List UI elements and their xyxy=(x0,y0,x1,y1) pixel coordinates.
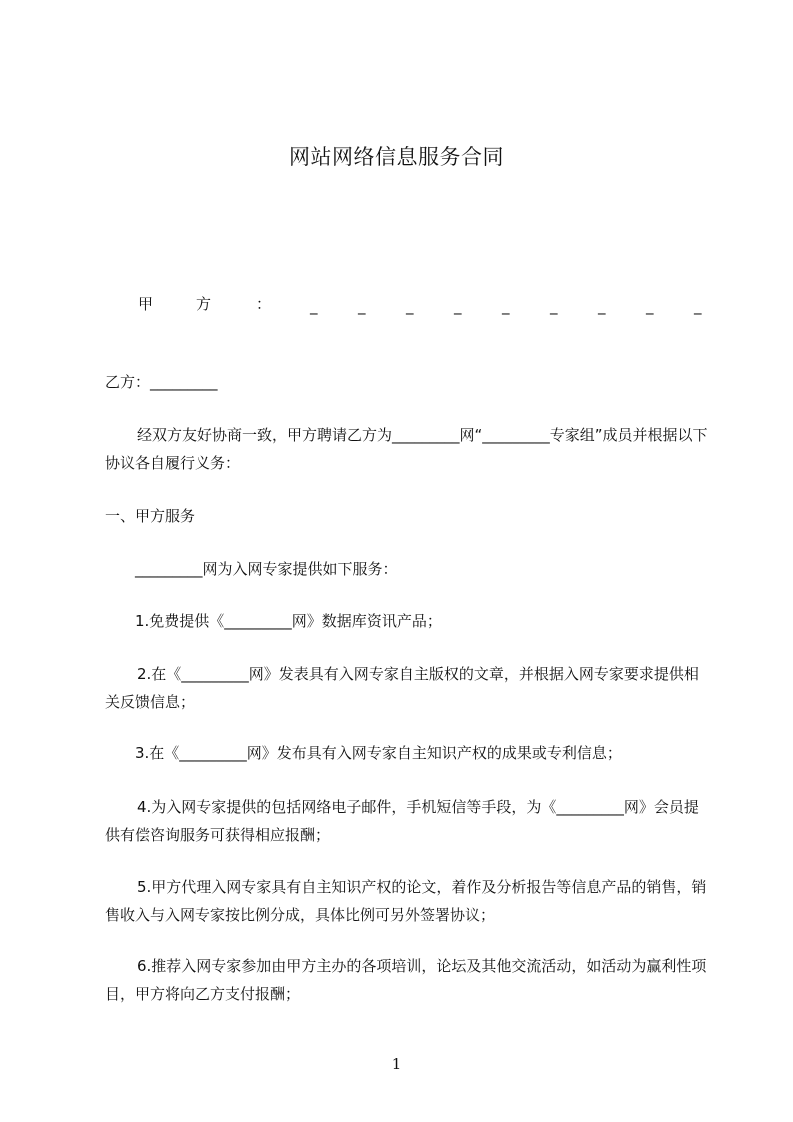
party-a-char-2: 方 xyxy=(196,295,212,313)
party-a-blank-mark: _ xyxy=(502,297,510,315)
party-a-blank-mark: _ xyxy=(550,297,558,315)
service-item-3: 3.在《_________网》发布具有入网专家自主知识产权的成果或专利信息； xyxy=(135,744,622,762)
party-a-blank-mark: _ xyxy=(454,297,462,315)
service-item-5: 5.甲方代理入网专家具有自主知识产权的论文，着作及分析报告等信息产品的销售，销售收入与入网专家按比例分成，具体比例可另外签署协议； xyxy=(105,878,707,924)
party-b-line: 乙方：_________ xyxy=(105,373,218,391)
service-item-4: 4.为入网专家提供的包括网络电子邮件，手机短信等手段，为《_________网》会员提供有偿咨询服务可获得相应报酬； xyxy=(105,798,699,844)
service-item-1: 1.免费提供《_________网》数据库资讯产品； xyxy=(135,612,442,630)
party-a-blank-mark: _ xyxy=(310,297,318,315)
party-a-blank-mark: _ xyxy=(646,297,654,315)
document-title: 网站网络信息服务合同 xyxy=(289,145,504,169)
party-a-colon: ： xyxy=(256,295,272,313)
page-number: 1 xyxy=(391,1055,402,1073)
service-item-6: 6.推荐入网专家参加由甲方主办的各项培训，论坛及其他交流活动，如活动为赢利性项目，甲方将向乙方支付报酬； xyxy=(105,957,707,1003)
party-a-char-1: 甲 xyxy=(138,295,154,313)
party-a-blank-mark: _ xyxy=(358,297,366,315)
section-1-lead: _________网为入网专家提供如下服务： xyxy=(135,560,398,578)
party-a-blank-mark: _ xyxy=(598,297,606,315)
party-a-blank-mark: _ xyxy=(694,297,702,315)
party-a-line xyxy=(138,292,708,316)
service-item-2: 2.在《_________网》发表具有入网专家自主版权的文章，并根据入网专家要求提供相关反馈信息； xyxy=(105,665,699,711)
party-a-blank-mark: _ xyxy=(406,297,414,315)
intro-paragraph: 经双方友好协商一致，甲方聘请乙方为_________网“_________专家组”成员并根据以下协议各自履行义务： xyxy=(105,426,708,472)
section-1-heading: 一、甲方服务 xyxy=(105,507,196,525)
